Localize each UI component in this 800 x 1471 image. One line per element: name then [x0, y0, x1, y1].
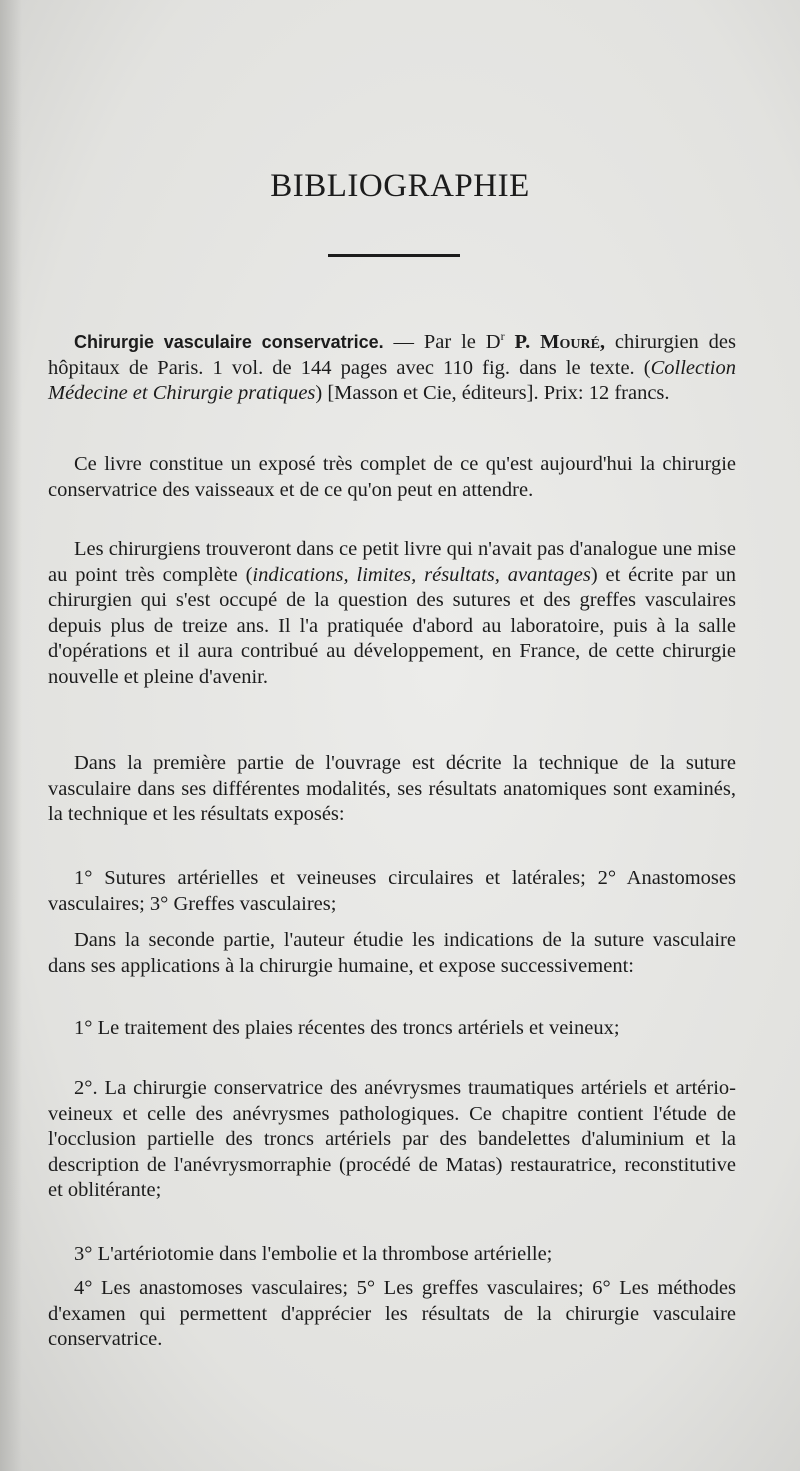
author-name: Mouré, — [540, 331, 606, 353]
collection-name: Collection Médecine et Chirurgie pratiques — [48, 356, 736, 405]
paragraph-surgeons-a: Les chirurgiens trouveront dans ce petit livre qui n'avait pas d'analogue une mise au point très complète ( — [48, 538, 736, 586]
paragraph-first-part: Dans la première partie de l'ouvrage est décrite la technique de la suture vasculaire dans ses différentes modalités, ses résultats anatomiques sont examinés, la technique et les résultats exposés: — [48, 752, 736, 826]
paragraph-surgeons-italic: indications, limites, résultats, avantages — [252, 563, 591, 586]
paragraph-surgeons — [48, 537, 736, 691]
bibliographic-entry — [48, 330, 736, 407]
paragraph-list-first-part: 1° Sutures artérielles et veineuses circulaires et latérales; 2° Anastomoses vasculaires; 3° Greffes vasculaires; — [48, 867, 736, 915]
paragraph-item-2: 2°. La chirurgie conservatrice des anévrysmes traumatiques artériels et artério-veineux et celle des anévrysmes pathologiques. Ce chapitre contient l'étude de l'occlusion partielle des troncs artériels par des bandelettes d'aluminium et la description de l'anévrysmorraphie (procédé de Matas) restauratrice, reconstitutive et oblitérante; — [48, 1077, 736, 1202]
dr-superscript: r — [500, 329, 505, 344]
paragraph-item-3: 3° L'artériotomie dans l'embolie et la thrombose artérielle; — [74, 1243, 553, 1265]
page-heading: BIBLIOGRAPHIE — [270, 168, 530, 204]
paragraph-surgeons-b: ) et écrite par un chirurgien qui s'est occupé de la question des sutures et des greffes vasculaires depuis plus de treize ans. Il l'a pratiquée d'abord au laboratoire, puis à la salle d'opérations et il aura contribué au développement, en France, de cette chirurgie nouvelle et pleine d'avenir. — [48, 563, 736, 688]
paragraph-item-1: 1° Le traitement des plaies récentes des troncs artériels et veineux; — [74, 1017, 620, 1039]
book-title: Chirurgie vasculaire conservatrice. — [74, 332, 384, 352]
paragraph-second-part: Dans la seconde partie, l'auteur étudie les indications de la suture vasculaire dans ses applications à la chirurgie humaine, et expose successivement: — [48, 929, 736, 977]
entry-dash: — Par le D — [393, 331, 501, 353]
author-initial: P. — [514, 331, 531, 353]
publisher-price: ) [Masson et Cie, éditeurs]. Prix: 12 francs. — [315, 382, 670, 405]
paragraph-intro: Ce livre constitue un exposé très complet de ce qu'est aujourd'hui la chirurgie conservatrice des vaisseaux et de ce qu'on peut en attendre. — [48, 453, 736, 501]
paragraph-items-4-6: 4° Les anastomoses vasculaires; 5° Les greffes vasculaires; 6° Les méthodes d'examen qui permettent d'apprécier les résultats de la chirurgie vasculaire conservatrice. — [48, 1277, 736, 1351]
page-edge-shadow — [0, 0, 22, 1471]
entry-details: chirurgien des hôpitaux de Paris. 1 vol. de 144 pages avec 110 fig. dans le texte. ( — [48, 331, 736, 379]
heading-rule — [328, 254, 460, 257]
